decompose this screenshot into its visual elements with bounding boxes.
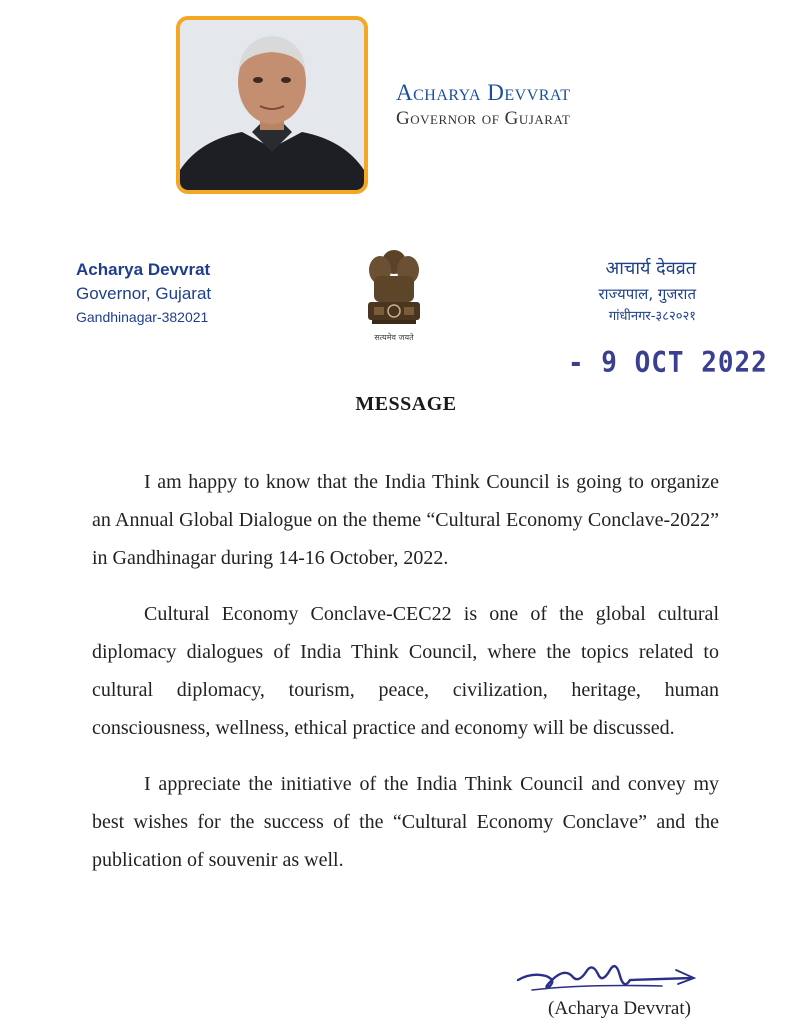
letterhead-address-hi: गांधीनगर-३८२०२१ [608,309,696,324]
letterhead-english [76,258,211,328]
national-emblem-icon [360,246,428,346]
letterhead-designation-en: Governor, Gujarat [76,284,212,303]
signatory-name: (Acharya Devvrat) [548,998,691,1019]
letterhead-address-en: Gandhinagar-382021 [76,309,209,325]
header-name: Acharya Devvrat [396,80,571,105]
letterhead-hindi [578,256,696,328]
message-body [92,463,719,897]
message-paragraph: Cultural Economy Conclave-CEC22 is one of the global cultural diplomacy dialogues of India Think Council, where the topics related to cultural diplomacy, tourism, peace, civilization, heritage, human consciousness, wellness, ethical practice and economy will be discussed. [92,603,719,739]
date-stamp: - 9 OCT 2022 [568,346,768,380]
letterhead-designation-hi: राज्यपाल, गुजरात [598,285,696,303]
letterhead-name-en: Acharya Devvrat [76,260,211,279]
governor-portrait [176,16,368,194]
message-paragraph: I am happy to know that the India Think Council is going to organize an Annual Global Dialogue on the theme “Cultural Economy Conclave-2022” in Gandhinagar during 14-16 October, 2022. [92,471,719,569]
letterhead-name-hi: आचार्य देवव्रत [605,258,696,279]
emblem-motto: सत्यमेव जयते [374,333,414,342]
message-heading: MESSAGE [355,393,457,415]
message-paragraph: I appreciate the initiative of the India Think Council and convey my best wishes for the success of the “Cultural Economy Conclave” and the publication of souvenir as well. [92,773,719,871]
header-title: Governor of Gujarat [396,108,571,129]
handwritten-signature [512,950,702,1002]
